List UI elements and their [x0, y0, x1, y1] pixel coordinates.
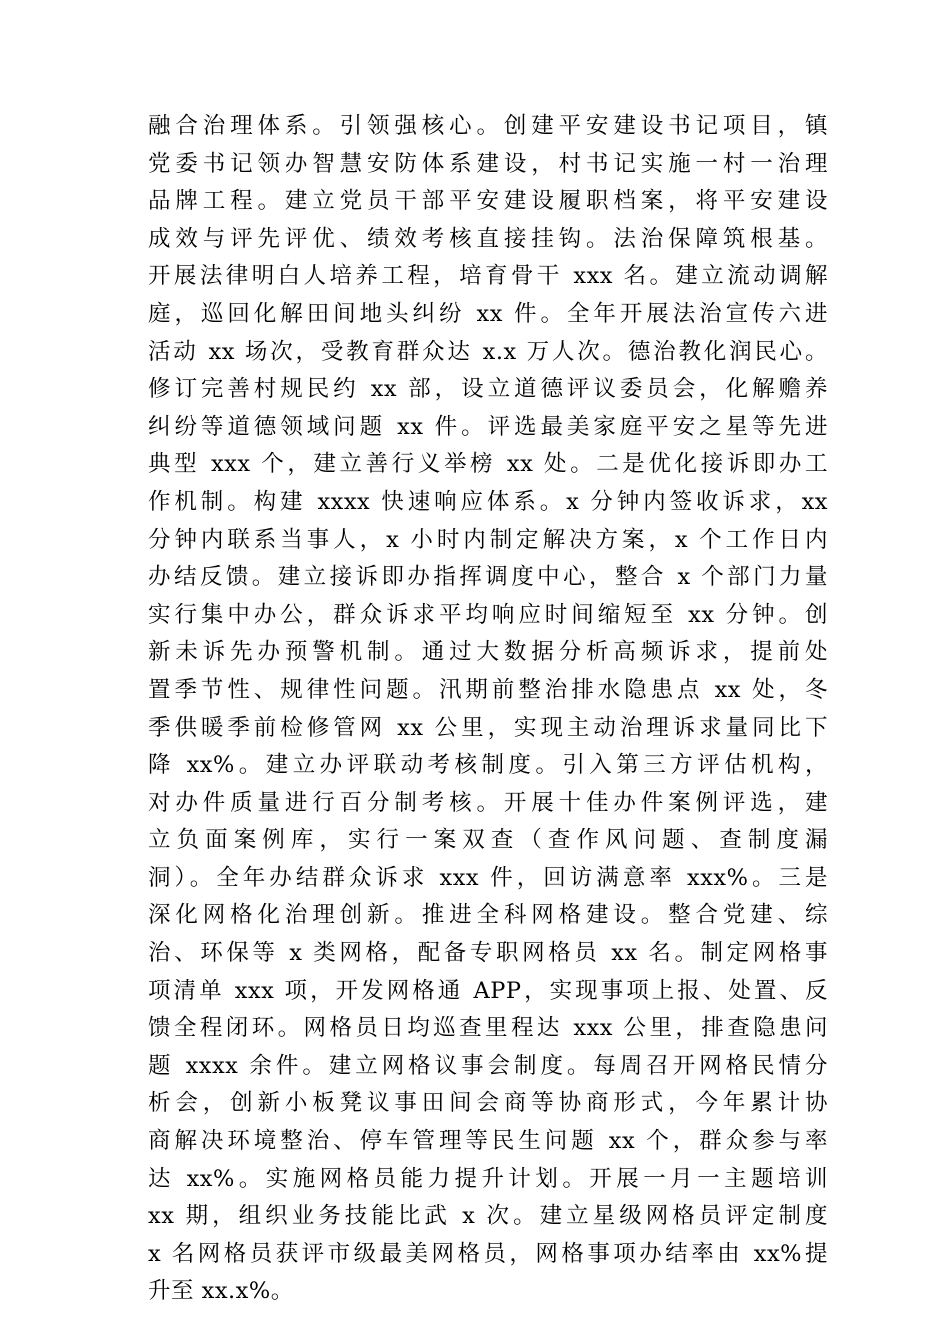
text-line: 纠纷等道德领域问题 xx 件。评选最美家庭平安之星等先进 [148, 413, 828, 440]
text-line: 析会，创新小板凳议事田间会商等协商形式，今年累计协 [148, 1090, 828, 1117]
text-line: 洞）。全年办结群众诉求 xxx 件，回访满意率 xxx%。三是 [148, 864, 828, 891]
text-line: 立负面案例库，实行一案双查（查作风问题、查制度漏 [148, 827, 828, 854]
text-line: 活动 xx 场次，受教育群众达 x.x 万人次。德治教化润民心。 [148, 338, 828, 365]
text-line: 修订完善村规民约 xx 部，设立道德评议委员会，化解赡养 [148, 376, 828, 403]
text-line: 季供暖季前检修管网 xx 公里，实现主动治理诉求量同比下 [148, 714, 828, 741]
text-line: xx 期，组织业务技能比武 x 次。建立星级网格员评定制度 [148, 1203, 828, 1230]
text-line: 实行集中办公，群众诉求平均响应时间缩短至 xx 分钟。创 [148, 601, 828, 628]
text-line: 分钟内联系当事人，x 小时内制定解决方案，x 个工作日内 [148, 526, 828, 553]
text-line: 置季节性、规律性问题。汛期前整治排水隐患点 xx 处，冬 [148, 676, 828, 703]
text-line: 降 xx%。建立办评联动考核制度。引入第三方评估机构， [148, 752, 828, 779]
text-line: x 名网格员获评市级最美网格员，网格事项办结率由 xx%提 [148, 1240, 828, 1267]
text-line: 商解决环境整治、停车管理等民生问题 xx 个，群众参与率 [148, 1128, 828, 1155]
text-line: 达 xx%。实施网格员能力提升计划。开展一月一主题培训 [148, 1165, 828, 1192]
text-line: 典型 xxx 个，建立善行义举榜 xx 处。二是优化接诉即办工 [148, 451, 828, 478]
text-line: 庭，巡回化解田间地头纠纷 xx 件。全年开展法治宣传六进 [148, 300, 828, 327]
text-line: 馈全程闭环。网格员日均巡查里程达 xxx 公里，排查隐患问 [148, 1015, 828, 1042]
text-line: 对办件质量进行百分制考核。开展十佳办件案例评选，建 [148, 789, 828, 816]
text-line: 融合治理体系。引领强核心。创建平安建设书记项目，镇 [148, 113, 828, 139]
text-line: 品牌工程。建立党员干部平安建设履职档案，将平安建设 [148, 188, 828, 215]
text-line: 作机制。构建 xxxx 快速响应体系。x 分钟内签收诉求，xx [148, 488, 828, 515]
text-line: 深化网格化治理创新。推进全科网格建设。整合党建、综 [148, 902, 828, 929]
text-line: 开展法律明白人培养工程，培育骨干 xxx 名。建立流动调解 [148, 263, 828, 290]
text-line: 成效与评先评优、绩效考核直接挂钩。法治保障筑根基。 [148, 225, 828, 252]
text-line: 新未诉先办预警机制。通过大数据分析高频诉求，提前处 [148, 639, 828, 666]
body-text [148, 108, 828, 1311]
text-line: 题 xxxx 余件。建立网格议事会制度。每周召开网格民情分 [148, 1052, 828, 1079]
text-line: 治、环保等 x 类网格，配备专职网格员 xx 名。制定网格事 [148, 940, 828, 967]
text-line: 项清单 xxx 项，开发网格通 APP，实现事项上报、处置、反 [148, 977, 828, 1004]
text-line: 办结反馈。建立接诉即办指挥调度中心，整合 x 个部门力量 [148, 564, 828, 591]
text-line: 党委书记领办智慧安防体系建设，村书记实施一村一治理 [148, 150, 828, 177]
text-line: 升至 xx.x%。 [148, 1278, 294, 1305]
